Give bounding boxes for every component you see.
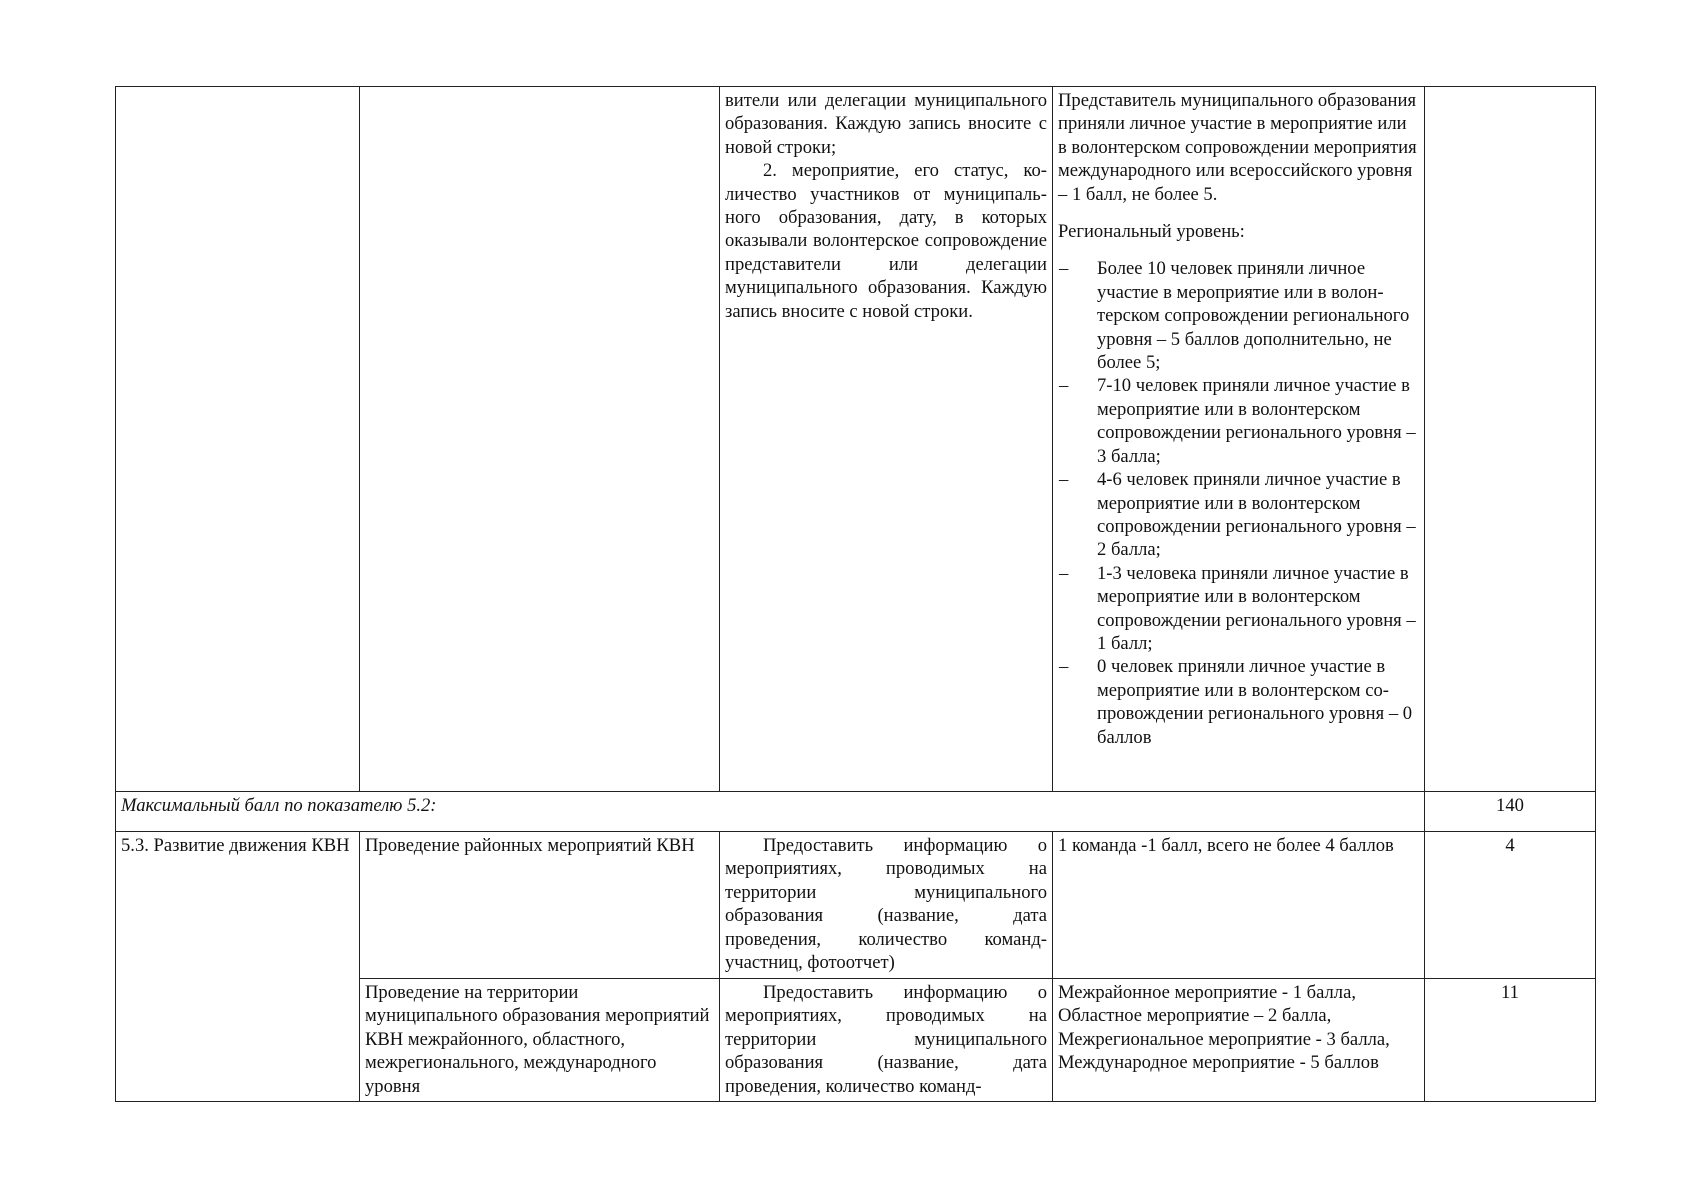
- criteria-list: [1058, 257, 1419, 749]
- indicator-cell: 5.3. Развитие движения КВН: [116, 832, 360, 1102]
- criteria-intro: Представитель муниципального образования приняли личное участие в мероприятие или в волонтерском сопровождении мероприятия международного или всероссийского уровня – 1 балл, не более 5.: [1058, 90, 1417, 205]
- table-row-continuation: [116, 87, 1596, 792]
- activity-cell: Проведение на территории муниципального образования мероприятий КВН межрайонного, областного, межрегионального, международного уровня: [360, 979, 720, 1102]
- criteria-cell: 1 команда -1 балл, всего не более 4 баллов: [1053, 832, 1425, 979]
- documents-cell: Предоставить информацию о мероприятиях, проводимых на территории муниципального образования (название, дата проведения, количество команд-: [720, 979, 1053, 1102]
- activity-cell: Проведение районных мероприятий КВН: [360, 832, 720, 979]
- criteria-list-item: – Более 10 человек приняли личное участие в мероприятие или в волонтерском сопровождении регионального уровня – 5 баллов дополнительно, не более 5;: [1058, 257, 1419, 374]
- documents-cell: [720, 87, 1053, 792]
- criteria-line: Международное мероприятие - 5 баллов: [1058, 1052, 1379, 1074]
- table-row-max-score: [116, 792, 1596, 832]
- max-score-label: Максимальный балл по показателю 5.2:: [116, 792, 1425, 832]
- criteria-line: Областное мероприятие – 2 балла,: [1058, 1005, 1332, 1027]
- documents-text-part2: 2. мероприятие, его статус, количество участников от муниципального образования, дату, в которых оказывали волонтерское сопровождение представители или делегации муниципального образования. Каждую запись вносите с новой строки.: [725, 160, 1047, 322]
- criteria-line: Межрайонное мероприятие - 1 балла,: [1058, 982, 1356, 1003]
- activity-cell-empty: [360, 87, 720, 792]
- criteria-list-item: – 4-6 человек приняли личное участие в мероприятие или в волонтерском сопровождении регионального уровня – 2 балла;: [1058, 468, 1419, 562]
- max-score-cell: 11: [1425, 979, 1596, 1102]
- documents-text-part1: вители или делегации муниципального образования. Каждую запись вносите с новой строки;: [725, 90, 1047, 158]
- criteria-list-item: – 7-10 человек приняли личное участие в мероприятие или в волонтерском сопровождении регионального уровня – 3 балла;: [1058, 374, 1419, 468]
- documents-cell: Предоставить информацию о мероприятиях, проводимых на территории муниципального образования (название, дата проведения, количество команд-участниц, фотоотчет): [720, 832, 1053, 979]
- criteria-line: Межрегиональное мероприятие - 3 балла,: [1058, 1028, 1390, 1050]
- criteria-list-item: – 1-3 человека приняли личное участие в мероприятие или в волонтерском сопровождении регионального уровня – 1 балл;: [1058, 562, 1419, 656]
- indicator-cell-empty: [116, 87, 360, 792]
- max-score-cell-empty: [1425, 87, 1596, 792]
- max-score-value: 140: [1425, 792, 1596, 832]
- criteria-table: [115, 86, 1596, 1102]
- criteria-list-item: – 0 человек приняли личное участие в мероприятие или в волонтерском сопровождении регионального уровня – 0 баллов: [1058, 655, 1419, 749]
- criteria-regional-title: Региональный уровень:: [1058, 221, 1245, 243]
- table-row-kvn-district: [116, 832, 1596, 979]
- max-score-cell: 4: [1425, 832, 1596, 979]
- criteria-cell: [1053, 87, 1425, 792]
- criteria-cell: [1053, 979, 1425, 1102]
